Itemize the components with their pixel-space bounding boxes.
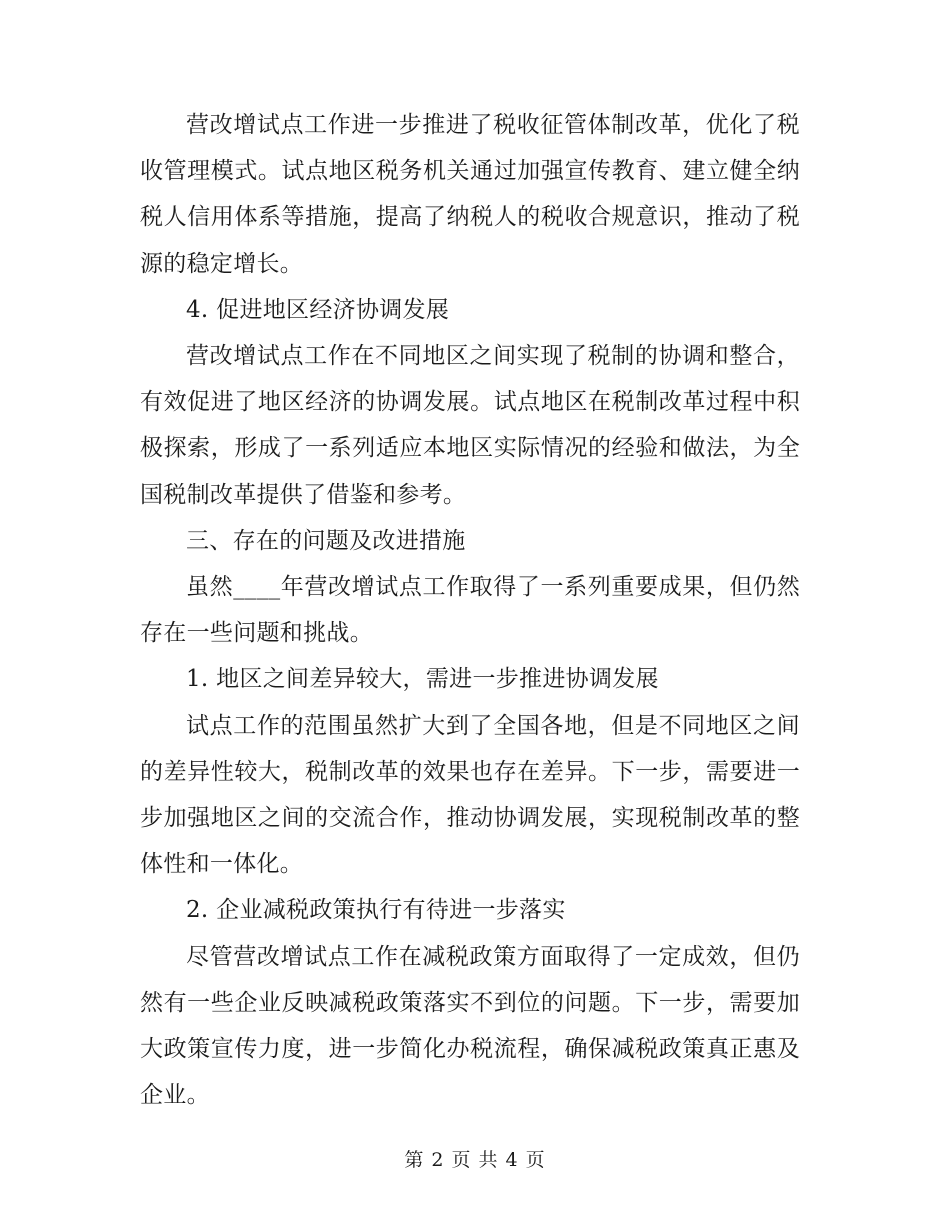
heading-section-three-problems: 三、存在的问题及改进措施 bbox=[186, 527, 466, 554]
heading-regional-coordination: 4. 促进地区经济协调发展 bbox=[186, 296, 450, 323]
paragraph-tax-cut-implementation: 尽管营改增试点工作在减税政策方面取得了一定成效，但仍然有一些企业反映减税政策落实不到位的问题。下一步，需要加大政策宣传力度，进一步简化办税流程，确保减税政策真正惠及企业。 bbox=[140, 943, 800, 1109]
document-body bbox=[140, 102, 800, 1118]
paragraph-problems-intro: 虽然____年营改增试点工作取得了一系列重要成果，但仍然存在一些问题和挑战。 bbox=[140, 574, 800, 647]
paragraph-tax-admin-reform: 营改增试点工作进一步推进了税收征管体制改革，优化了税收管理模式。试点地区税务机关通过加强宣传教育、建立健全纳税人信用体系等措施，提高了纳税人的税收合规意识，推动了税源的稳定增长。 bbox=[140, 112, 800, 277]
heading-tax-cut-implementation: 2. 企业减税政策执行有待进一步落实 bbox=[186, 897, 566, 924]
page-number-footer: 第 2 页 共 4 页 bbox=[404, 1149, 546, 1171]
paragraph-regional-differences: 试点工作的范围虽然扩大到了全国各地，但是不同地区之间的差异性较大，税制改革的效果也存在差异。下一步，需要进一步加强地区之间的交流合作，推动协调发展，实现税制改革的整体性和一体化。 bbox=[140, 712, 800, 878]
heading-regional-differences: 1. 地区之间差异较大，需进一步推进协调发展 bbox=[186, 666, 659, 693]
paragraph-regional-coordination: 营改增试点工作在不同地区之间实现了税制的协调和整合，有效促进了地区经济的协调发展。试点地区在税制改革过程中积极探索，形成了一系列适应本地区实际情况的经验和做法，为全国税制改革提供了借鉴和参考。 bbox=[140, 343, 800, 508]
